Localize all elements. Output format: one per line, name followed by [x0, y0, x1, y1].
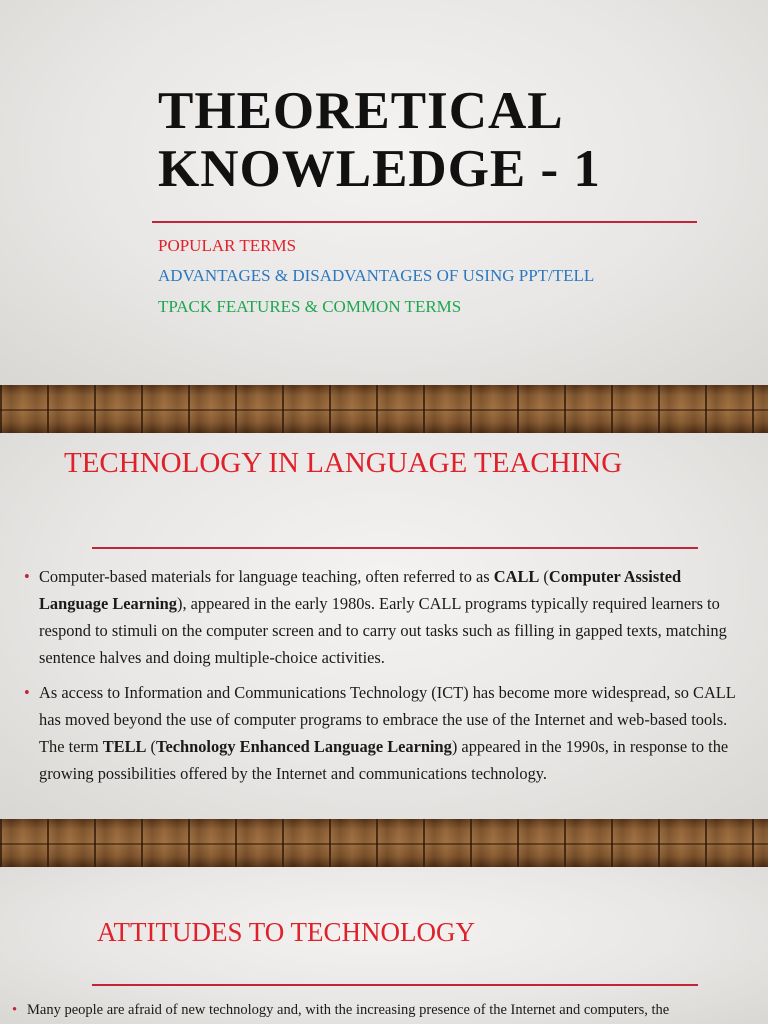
bullet-text: (: [146, 737, 157, 756]
heading-divider: [92, 547, 698, 549]
bullet-text: As access to Information and Communications Technology (ICT) has become more widespread, so CALL has moved beyond the use of computer programs to embrace the use of the Internet and web-based tools. The term: [39, 683, 736, 756]
slide-2: [0, 433, 768, 819]
slide-heading: TECHNOLOGY IN LANGUAGE TEACHING: [64, 447, 623, 479]
heading-divider: [92, 984, 698, 986]
title-line-1: THEORETICAL: [158, 82, 564, 140]
wood-floor-band: [0, 819, 768, 867]
slide-heading: ATTITUDES TO TECHNOLOGY: [97, 917, 475, 947]
bullet-list: [12, 999, 762, 1024]
subtitle-popular-terms: POPULAR TERMS: [158, 236, 297, 255]
bullet-text: ) appeared in the 1990s, in response to the growing possibilities offered by the Internet and communications technology.: [39, 737, 729, 783]
bullet-item-call: [24, 563, 744, 671]
term-call: CALL: [493, 567, 540, 586]
term-tell-expansion: Technology Enhanced Language Learning: [156, 737, 452, 756]
title-divider: [152, 221, 697, 223]
bullet-text: ), appeared in the early 1980s. Early CALL programs typically required learners to respond to stimuli on the computer screen and to carry out tasks such as filling in gapped texts, matching sentence halves and doing multiple-choice activities.: [39, 594, 727, 667]
subtitle-tpack: TPACK FEATURES & COMMON TERMS: [158, 297, 462, 316]
bullet-text: Computer-based materials for language teaching, often referred to as: [39, 567, 494, 586]
wood-floor-band: [0, 385, 768, 433]
term-tell: TELL: [102, 737, 147, 756]
term-call-expansion: Computer Assisted Language Learning: [39, 567, 682, 613]
bullet-item-tell: [24, 679, 744, 787]
bullet-item-attitudes: • Many people are afraid of new technology and, with the increasing presence of the Internet and computers, the: [12, 999, 762, 1021]
subtitle-advantages: ADVANTAGES & DISADVANTAGES OF USING PPT/TELL: [158, 266, 595, 285]
bullet-list: [24, 563, 744, 795]
title-line-2: KNOWLEDGE - 1: [158, 140, 601, 198]
slide-1: [0, 0, 768, 385]
bullet-text: (: [539, 567, 549, 586]
slide-title: [158, 82, 601, 198]
slide-3: [0, 867, 768, 1024]
